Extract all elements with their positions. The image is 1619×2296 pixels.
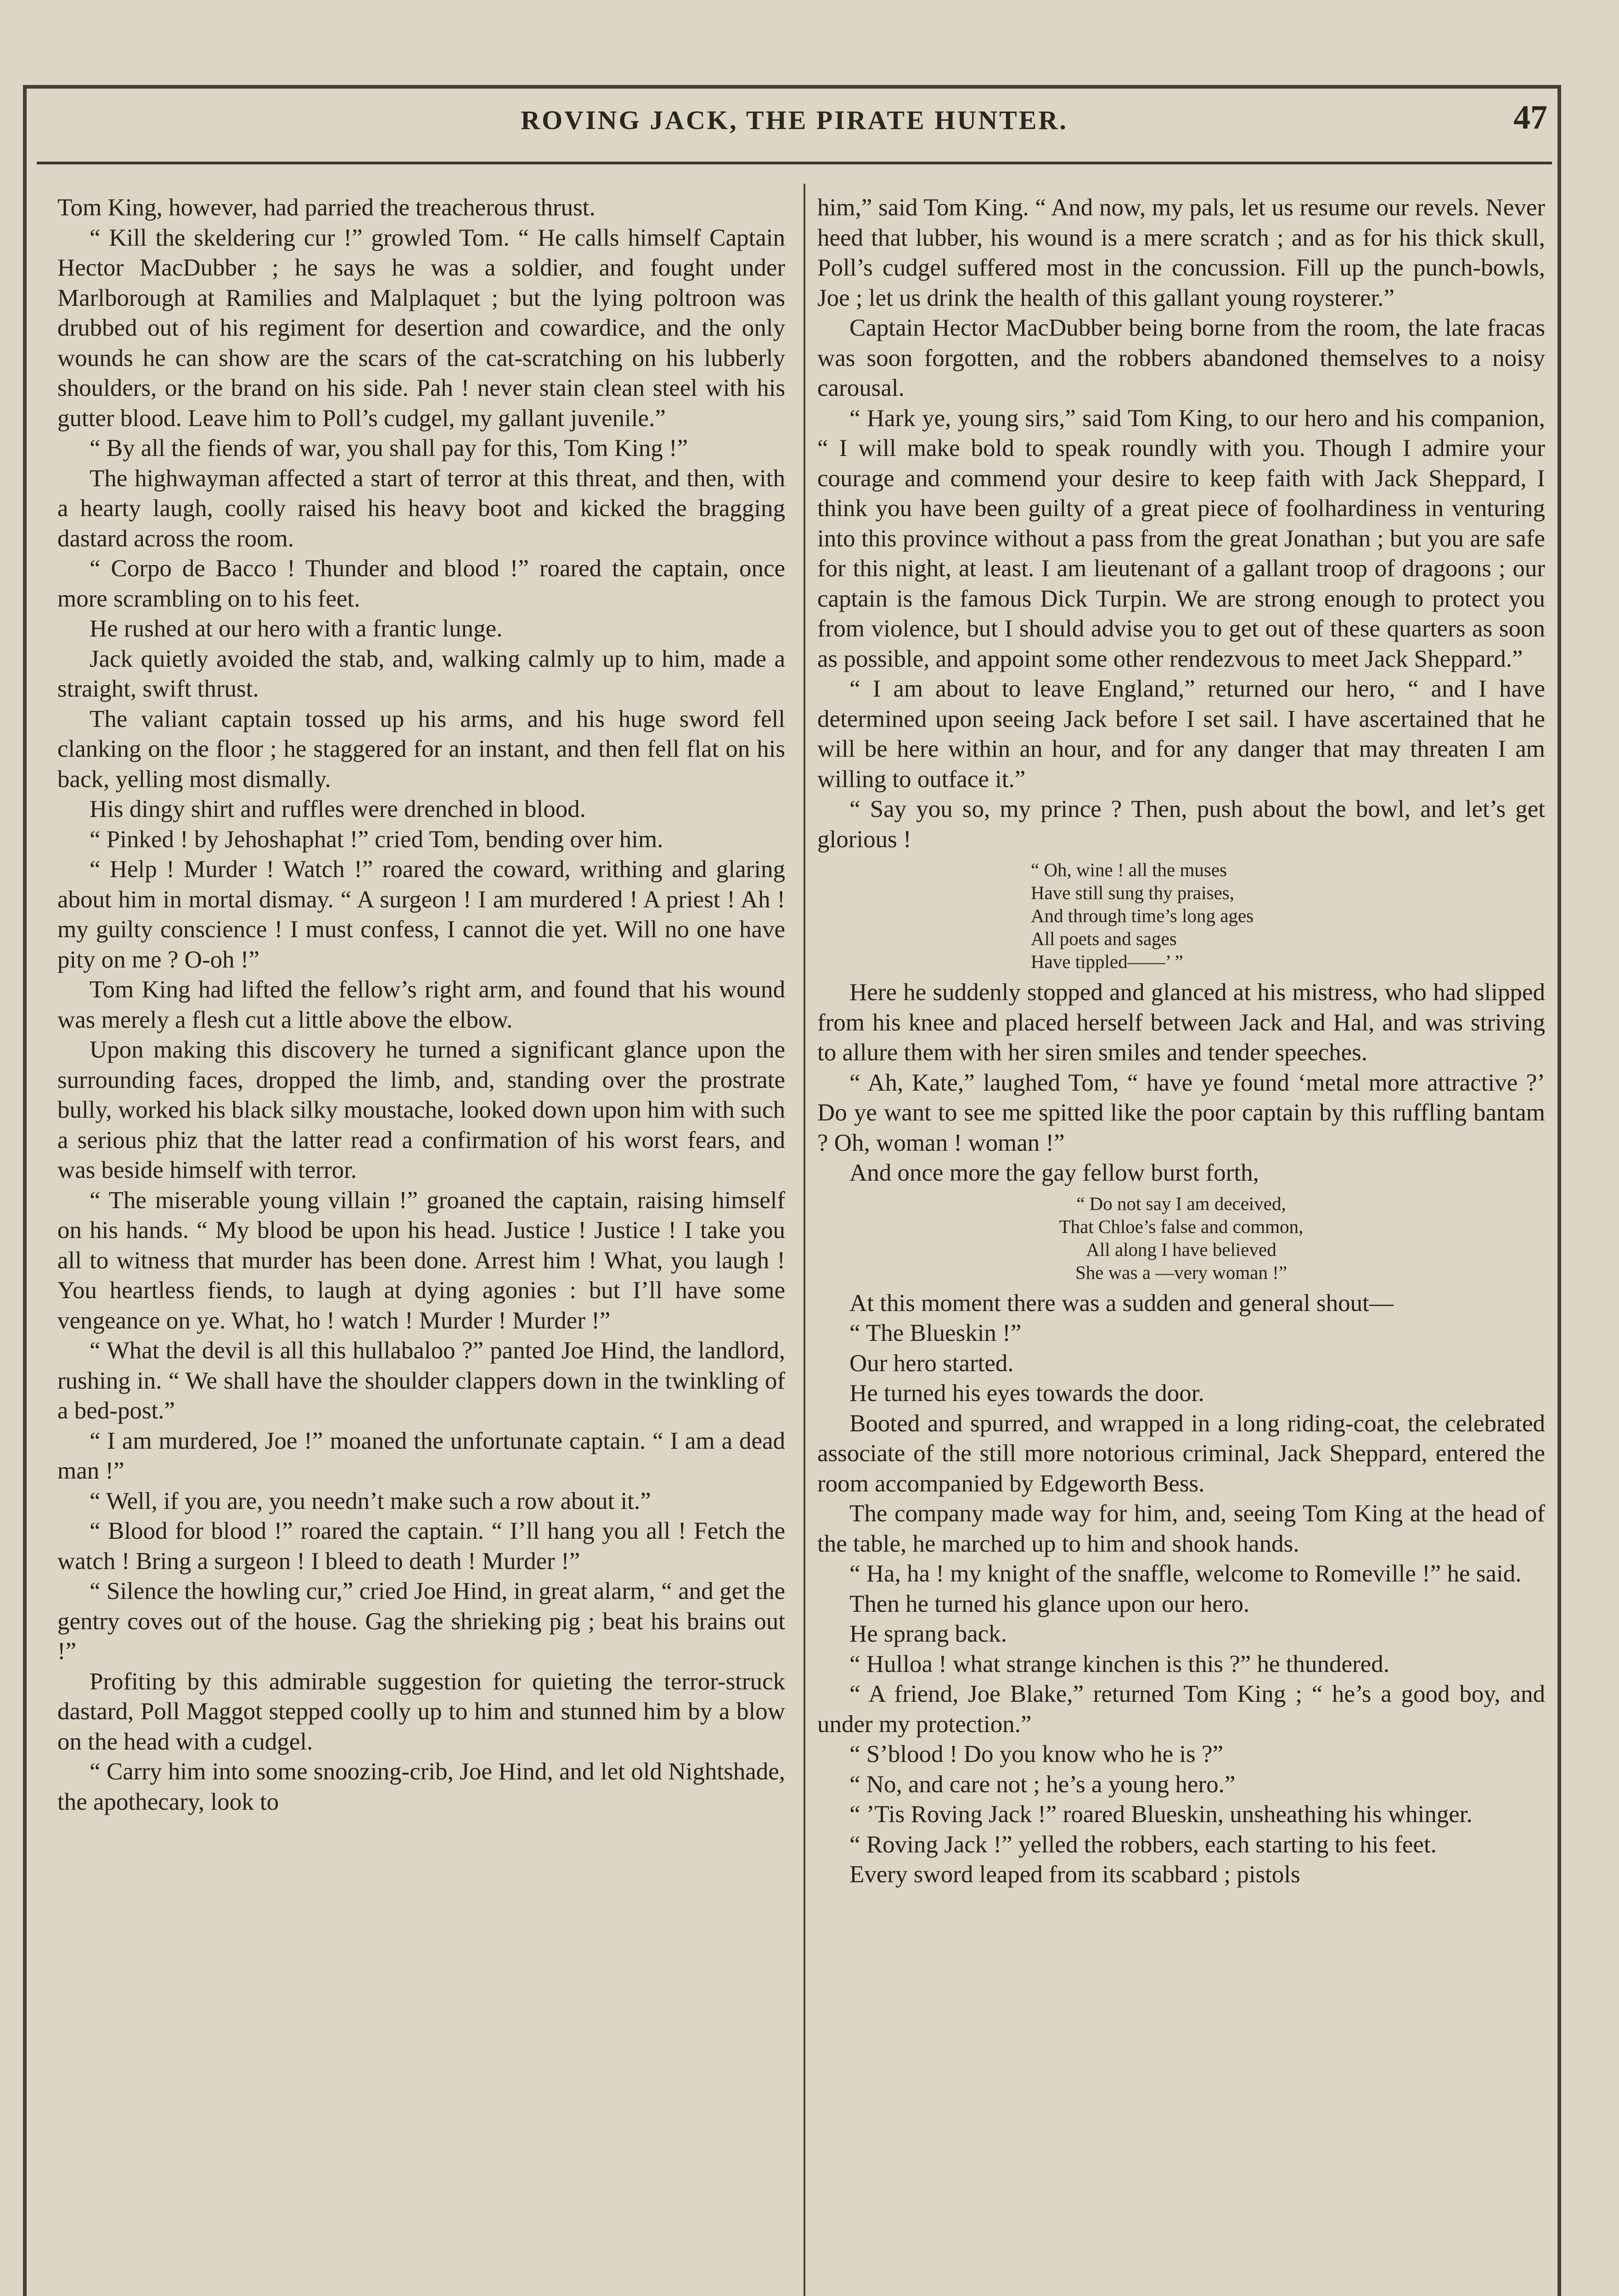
paragraph: “ Pinked ! by Jehoshaphat !” cried Tom, bending over him. <box>90 826 663 853</box>
verse-line: All along I have believed <box>1086 1238 1276 1260</box>
paragraph: “ I am about to leave England,” returned our hero, “ and I have determined upon seeing Jack before I set sail. I have ascertained that he will be here within an hour, and for any danger that may threaten I am willing to outface it.” <box>817 675 1545 793</box>
paragraph: He sprang back. <box>849 1621 1007 1647</box>
verse-line: She was a —very woman !” <box>1075 1261 1287 1283</box>
verse-line: Have tippled——’ ” <box>1031 951 1183 972</box>
song-verse <box>817 1192 1545 1284</box>
paragraph: Tom King, however, had parried the treacherous thrust. <box>57 194 596 221</box>
paragraph: Every sword leaped from its scabbard ; pistols <box>849 1861 1300 1888</box>
paragraph: “ No, and care not ; he’s a young hero.” <box>849 1771 1236 1798</box>
paragraph: “ Blood for blood !” roared the captain. “ I’ll hang you all ! Fetch the watch ! Bring a surgeon ! I bleed to death ! Murder !” <box>57 1518 785 1575</box>
paragraph: “ Hark ye, young sirs,” said Tom King, to our hero and his companion, “ I will make bold to speak roundly with you. Though I admire your courage and commend your desire to keep faith with Jack Sheppard, I think you have been guilty of a great piece of foolhardiness in venturing into this province without a pass from the great Jonathan ; but you are safe for this night, at least. I am lieutenant of a gallant troop of dragoons ; our captain is the famous Dick Turpin. We are strong enough to protect you from violence, but I should advise you to get out of these quarters as soon as possible, and appoint some other rendezvous to meet Jack Sheppard.” <box>817 405 1545 672</box>
header-rule <box>37 162 1552 164</box>
paragraph: “ Ha, ha ! my knight of the snaffle, welcome to Romeville !” he said. <box>849 1560 1522 1587</box>
paragraph: “ Well, if you are, you needn’t make such a row about it.” <box>90 1487 651 1514</box>
verse-line: All poets and sages <box>1031 928 1177 949</box>
paragraph: Here he suddenly stopped and glanced at his mistress, who had slipped from his knee and placed herself between Jack and Hal, and was striving to allure them with her siren smiles and tender speeches. <box>817 979 1545 1066</box>
paragraph: Tom King had lifted the fellow’s right arm, and found that his wound was merely a flesh cut a little above the elbow. <box>57 976 785 1033</box>
paragraph: “ Say you so, my prince ? Then, push about the bowl, and let’s get glorious ! <box>817 796 1545 853</box>
paragraph: Jack quietly avoided the stab, and, walking calmly up to him, made a straight, swift thrust. <box>57 645 785 702</box>
paragraph: The company made way for him, and, seeing Tom King at the head of the table, he marched up to him and shook hands. <box>817 1500 1545 1557</box>
verse-line: That Chloe’s false and common, <box>1059 1216 1304 1237</box>
paragraph: His dingy shirt and ruffles were drenched in blood. <box>90 796 586 822</box>
paragraph: “ The miserable young villain !” groaned the captain, raising himself on his hands. “ My blood be upon his head. Justice ! Justice ! I take you all to witness that murder has been done. Arrest him ! What, you laugh ! You heartless fiends, to laugh at dying agonies : but I’ll have some vengeance on ye. What, ho ! watch ! Murder ! Murder !” <box>57 1187 785 1334</box>
paragraph: He rushed at our hero with a frantic lunge. <box>90 615 503 642</box>
paragraph: “ Ah, Kate,” laughed Tom, “ have ye found ‘metal more attractive ?’ Do ye want to see me spitted like the poor captain by this ruffling bantam ? Oh, woman ! woman !” <box>817 1069 1545 1156</box>
song-verse <box>817 858 1545 973</box>
column-divider <box>804 184 805 2296</box>
paragraph: “ Carry him into some snoozing-crib, Joe Hind, and let old Nightshade, the apothecary, look to <box>57 1758 785 1815</box>
verse-line: “ Oh, wine ! all the muses <box>1031 859 1227 880</box>
paragraph: “ Roving Jack !” yelled the robbers, each starting to his feet. <box>849 1831 1437 1858</box>
page-header <box>28 96 1561 160</box>
paragraph: Booted and spurred, and wrapped in a long riding-coat, the celebrated associate of the still more notorious criminal, Jack Sheppard, entered the room accompanied by Edgeworth Bess. <box>817 1410 1545 1497</box>
paragraph: “ Kill the skeldering cur !” growled Tom. “ He calls himself Captain Hector MacDubber ; he says he was a soldier, and fought under Marlborough at Ramilies and Malplaquet ; but the lying poltroon was drubbed out of his regiment for desertion and cowardice, and the only wounds he can show are the scars of the cat-scratching on his lubberly shoulders, or the brand on his side. Pah ! never stain clean steel with his gutter blood. Leave him to Poll’s cudgel, my gallant juvenile.” <box>57 224 785 432</box>
paragraph: “ By all the fiends of war, you shall pay for this, Tom King !” <box>90 435 688 461</box>
paragraph: Profiting by this admirable suggestion for quieting the terror-struck dastard, Poll Maggot stepped coolly up to him and stunned him by a blow on the head with a cudgel. <box>57 1668 785 1755</box>
running-title: ROVING JACK, THE PIRATE HUNTER. <box>521 105 1068 135</box>
paragraph: At this moment there was a sudden and general shout— <box>849 1289 1394 1317</box>
paragraph: “ I am murdered, Joe !” moaned the unfortunate captain. “ I am a dead man !” <box>57 1427 785 1484</box>
paragraph: Then he turned his glance upon our hero. <box>849 1590 1250 1617</box>
paragraph: “ Hulloa ! what strange kinchen is this ?” he thundered. <box>849 1650 1389 1677</box>
paragraph: And once more the gay fellow burst forth, <box>849 1159 1259 1186</box>
verse-line: “ Do not say I am deceived, <box>1076 1193 1286 1214</box>
paragraph: “ ’Tis Roving Jack !” roared Blueskin, unsheathing his whinger. <box>849 1801 1473 1828</box>
paragraph: “ A friend, Joe Blake,” returned Tom King ; “ he’s a good boy, and under my protection.” <box>817 1681 1545 1738</box>
paragraph: Our hero started. <box>849 1350 1014 1377</box>
verse-line: Have still sung thy praises, <box>1031 882 1234 903</box>
verse-line: And through time’s long ages <box>1031 905 1254 926</box>
paragraph: Upon making this discovery he turned a significant glance upon the surrounding faces, dropped the limb, and, standing over the prostrate bully, worked his black silky moustache, looked down upon him with such a serious phiz that the latter read a confirmation of his worst fears, and was beside himself with terror. <box>57 1036 785 1183</box>
paragraph: “ The Blueskin !” <box>849 1320 1022 1346</box>
paragraph: Captain Hector MacDubber being borne from the room, the late fracas was soon forgotten, and the robbers abandoned themselves to a noisy carousal. <box>817 315 1545 401</box>
paragraph: “ What the devil is all this hullabaloo ?” panted Joe Hind, the landlord, rushing in. “ We shall have the shoulder clappers down in the twinkling of a bed-post.” <box>57 1337 785 1424</box>
paragraph: The valiant captain tossed up his arms, and his huge sword fell clanking on the floor ; he staggered for an instant, and then fell flat on his back, yelling most dismally. <box>57 705 785 793</box>
paragraph: “ Help ! Murder ! Watch !” roared the coward, writhing and glaring about him in mortal dismay. “ A surgeon ! I am murdered ! A priest ! Ah ! my guilty conscience ! I must confess, I cannot die yet. Will no one have pity on me ? O-oh !” <box>57 856 785 973</box>
left-column <box>57 193 785 2296</box>
paragraph: The highwayman affected a start of terror at this threat, and then, with a hearty laugh, coolly raised his heavy boot and kicked the bragging dastard across the room. <box>57 465 785 552</box>
paragraph: “ S’blood ! Do you know who he is ?” <box>849 1741 1224 1767</box>
paragraph: He turned his eyes towards the door. <box>849 1380 1204 1407</box>
paragraph: him,” said Tom King. “ And now, my pals, let us resume our revels. Never heed that lubber, his wound is a mere scratch ; and as for his thick skull, Poll’s cudgel suffered most in the concussion. Fill up the punch-bowls, Joe ; let us drink the health of this gallant young roysterer.” <box>817 194 1545 311</box>
page-number: 47 <box>1513 99 1547 136</box>
right-column <box>817 193 1545 2296</box>
paragraph: “ Corpo de Bacco ! Thunder and blood !” roared the captain, once more scrambling on to his feet. <box>57 555 785 612</box>
paragraph: “ Silence the howling cur,” cried Joe Hind, in great alarm, “ and get the gentry coves out of the house. Gag the shrieking pig ; beat his brains out !” <box>57 1578 785 1665</box>
